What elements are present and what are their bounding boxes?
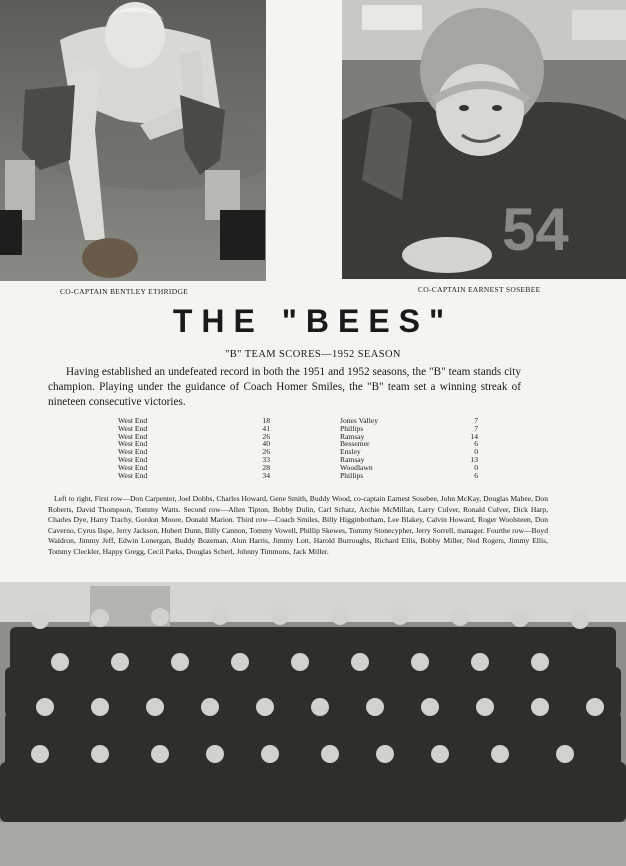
home-team: West End: [118, 447, 148, 457]
opponent-score: 6: [474, 439, 478, 449]
home-score: 26: [262, 431, 270, 441]
home-team: West End: [118, 431, 148, 441]
opponent: Ensley: [340, 447, 361, 457]
photo-co-captain-sosebee: [342, 0, 626, 279]
opponent-score: 6: [474, 470, 478, 480]
score-row: [118, 472, 498, 480]
home-score: 28: [262, 462, 270, 472]
home-score: 33: [262, 454, 270, 464]
home-team: West End: [118, 462, 148, 472]
home-team: West End: [118, 416, 148, 425]
opponent: Jones Valley: [340, 416, 379, 425]
page-title: THE "BEES": [172, 303, 454, 339]
home-score: 34: [262, 470, 270, 480]
opponent: Ramsay: [340, 454, 365, 464]
opponent-score: 0: [474, 447, 478, 457]
score-row: [118, 464, 498, 472]
home-team: West End: [118, 454, 148, 464]
opponent-score: 13: [470, 454, 478, 464]
intro-paragraph: Having established an undefeated record in both the 1951 and 1952 seasons, the "B" team stands city champion. Playing under the guidance of Coach Homer Smiles, the "B" team set a winning streak of nineteen consecutive victories.: [48, 366, 521, 408]
opponent-score: 7: [474, 423, 478, 433]
home-team: West End: [118, 439, 148, 449]
home-team: West End: [118, 423, 148, 433]
home-team: West End: [118, 470, 148, 480]
opponent: Phillips: [340, 470, 364, 480]
score-row: [118, 440, 498, 448]
score-row: [118, 417, 498, 425]
home-score: 40: [262, 439, 270, 449]
roster-paragraph: Left to right, First row—Don Carpenter, Joel Dobbs, Charles Howard, Gene Smith, Buddy Wood, co-captain Earnest Sosebee, John McKay, Douglas Mabee, Don Roberts, David Thompson, Tommy Watts. Second row—Allen Tipton, Bobby Dulin, Carl Schatz, Archie McMillan, Larry Culver, Ronald Culver, Dick Harp, Charles Dye, Harry Trachy, Gordon Moore, Donald Marion. Third row—Coach Smiles, Billy Higginbotham, Lee Blakey, Calvin Howard, Roger Woolsteen, Don Caverno, Cyrus Ilspe, Jerry Jackson, Hubert Dunn, Billy Cannon, Tommy Vowell, Phillip Skewes, Tommy Stonecypher, Jerry Sorrell, manager. Fourthe row—Boyd Waldron, Jimmy Jeff, Edwin Lonergan, Buddy Bozeman, Alun Harris, Jimmy Lott, Harold Burroughs, Richard Ellis, Bobby Miller, Ned Rogers, Jimmy Ellis, Tommy Cleckler, Happy Gregg, Cecil Parks, Douglas Scherl, Johnny Timmons, Jack Miller.: [48, 494, 548, 556]
opponent-score: 0: [474, 462, 478, 472]
opponent: Ramsay: [340, 431, 365, 441]
svg-text:54: 54: [502, 196, 569, 263]
score-row: [118, 425, 498, 433]
caption-left: CO-CAPTAIN BENTLEY ETHRIDGE: [60, 287, 189, 296]
opponent: Phillips: [340, 423, 364, 433]
opponent: Bessemer: [340, 439, 370, 449]
opponent-score: 14: [470, 431, 478, 441]
page-subtitle: "B" TEAM SCORES—1952 SEASON: [225, 349, 401, 360]
score-row: [118, 448, 498, 456]
home-score: 18: [262, 416, 270, 425]
opponent-score: 7: [474, 416, 478, 425]
score-row: [118, 433, 498, 441]
team-photo: [0, 582, 626, 866]
opponent: Woodlawn: [340, 462, 373, 472]
caption-right: CO-CAPTAIN EARNEST SOSEBEE: [418, 285, 541, 294]
photo-co-captain-ethridge: [0, 0, 266, 281]
score-row: [118, 456, 498, 464]
scores-table: [118, 417, 498, 479]
home-score: 26: [262, 447, 270, 457]
home-score: 41: [262, 423, 270, 433]
